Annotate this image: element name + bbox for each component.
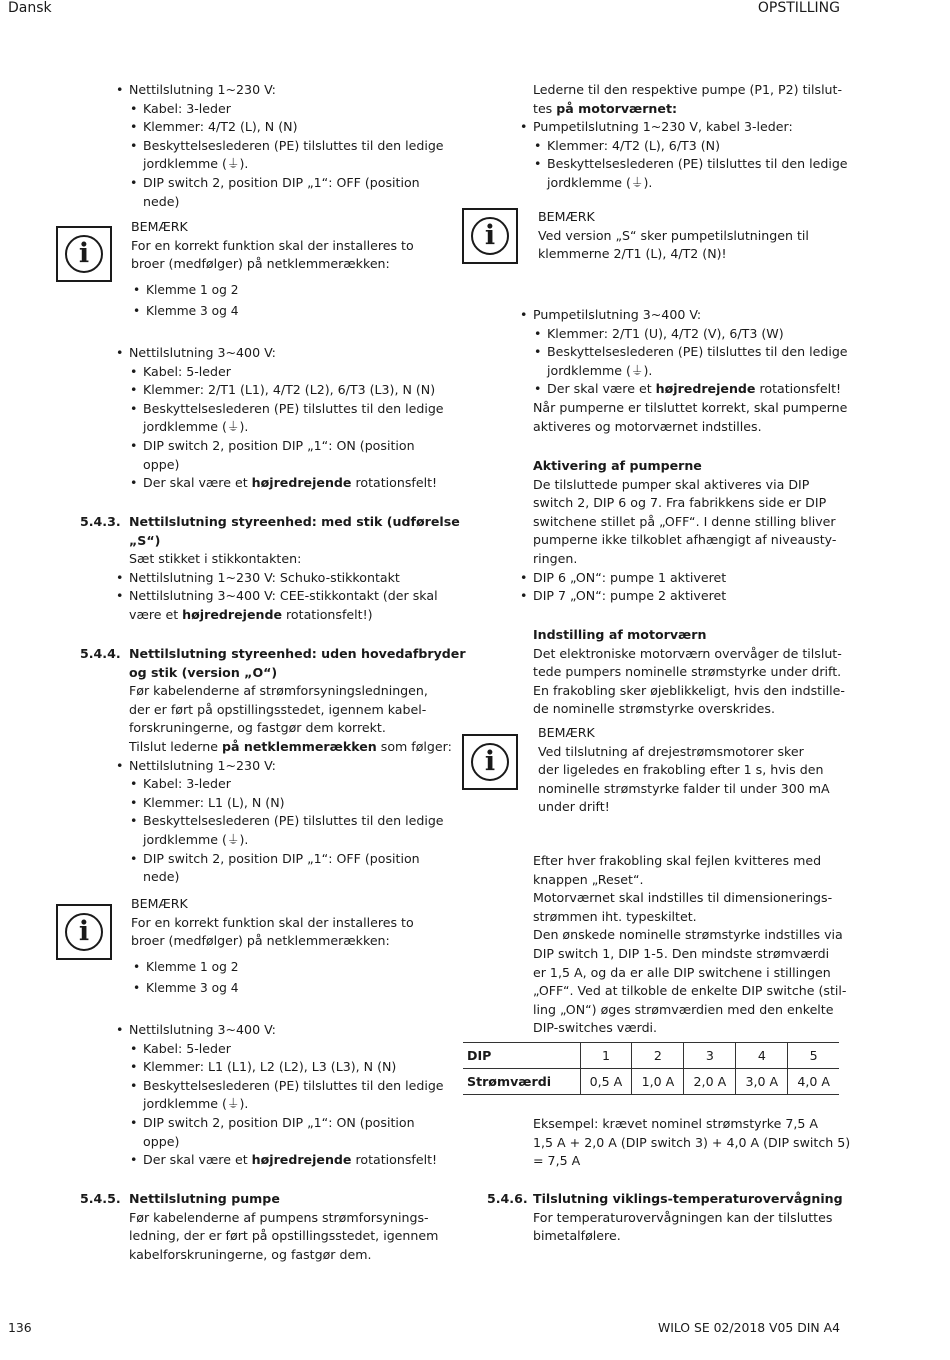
paragraph: DIP switch 1, DIP 1-5. Den mindste strømværdi (533, 945, 830, 961)
list-item: • Kabel: 5-leder (116, 1040, 446, 1059)
section-number: 5.4.3. (80, 514, 121, 529)
list-item: • Beskyttelseslederen (PE) tilsluttes til den ledige (116, 1077, 446, 1096)
table-cell: 4,0 A (788, 1069, 839, 1095)
table-cell: 5 (788, 1043, 839, 1069)
list-item: • Kabel: 3-leder (116, 100, 446, 119)
list-item-cont: være et højredrejende rotationsfelt!) (129, 606, 373, 622)
note-title: BEMÆRK (538, 209, 595, 224)
list-item: • Kabel: 3-leder (116, 775, 446, 794)
section-title: „S“) (129, 532, 161, 548)
list-item: • Kabel: 5-leder (116, 363, 446, 382)
list-item-cont: jordklemme (⏚). (143, 831, 249, 847)
info-icon: i (462, 208, 518, 264)
paragraph: der er ført på opstillingsstedet, igennem kabel- (129, 701, 427, 717)
list-item: • Nettilslutning 1~230 V: Schuko-stikkontakt (116, 569, 446, 588)
paragraph: En frakobling sker øjeblikkeligt, hvis den indstille- (533, 682, 845, 698)
table-cell: 2,0 A (684, 1069, 736, 1095)
note-2-list (113, 957, 443, 999)
page-number: 136 (8, 1320, 32, 1335)
paragraph: ling „ON“) øges strømværdien med den enkelte (533, 1001, 834, 1017)
list-item-cont: oppe) (143, 456, 180, 472)
paragraph: tes på motorværnet: (533, 100, 678, 116)
paragraph: DIP-switches værdi. (533, 1020, 658, 1036)
section-number: 5.4.6. (487, 1191, 528, 1206)
paragraph: pumperne ikke tilkoblet afhængigt af niveausty- (533, 532, 837, 548)
list-item: • Nettilslutning 3~400 V: CEE-stikkontakt (der skal (116, 587, 446, 606)
note-text: Ved tilslutning af drejestrømsmotorer sker (538, 743, 804, 759)
section-title: Nettilslutning styreenhed: uden hovedafbryder (129, 646, 466, 661)
info-icon: i (462, 734, 518, 790)
table-cell: 2 (632, 1043, 684, 1069)
list-item: • Nettilslutning 1~230 V: (116, 81, 446, 100)
list-item-cont: nede) (143, 869, 180, 885)
note-title: BEMÆRK (131, 219, 188, 234)
list-item: • DIP switch 2, position DIP „1“: ON (position (116, 437, 446, 456)
list-item: • DIP 7 „ON“: pumpe 2 aktiveret (520, 587, 850, 606)
left-block-1 (116, 81, 446, 211)
table-row (463, 1043, 839, 1069)
paragraph: kabelforskruningerne, og fastgør dem. (129, 1246, 372, 1262)
paragraph: de nominelle strømstyrke overskrides. (533, 701, 775, 717)
table-cell: 3 (684, 1043, 736, 1069)
list-item: • Klemmer: 4/T2 (L), 6/T3 (N) (520, 137, 850, 156)
note-text: Ved version „S“ sker pumpetilslutningen til (538, 227, 809, 243)
table-cell: 0,5 A (580, 1069, 632, 1095)
note-1 (113, 218, 443, 274)
list-item: • DIP switch 2, position DIP „1“: ON (position (116, 1114, 446, 1133)
list-item: • Nettilslutning 3~400 V: (116, 1021, 446, 1040)
table-header-cell: DIP (463, 1043, 580, 1069)
paragraph: For temperaturovervågningen kan der tilsluttes (533, 1209, 833, 1225)
section-number: 5.4.5. (80, 1191, 121, 1206)
list-item: • Klemme 3 og 4 (113, 978, 443, 999)
list-item: • Klemmer: L1 (L1), L2 (L2), L3 (L3), N (N) (116, 1058, 446, 1077)
left-block-3 (116, 1021, 446, 1170)
list-item: • Klemme 1 og 2 (113, 957, 443, 978)
paragraph: Lederne til den respektive pumpe (P1, P2) tilslut- (533, 82, 843, 97)
paragraph: Efter hver frakobling skal fejlen kvitteres med (533, 853, 822, 868)
list-item-cont: jordklemme (⏚). (143, 156, 249, 172)
list-item: • DIP switch 2, position DIP „1“: OFF (position (116, 174, 446, 193)
list-item: • Klemme 3 og 4 (113, 301, 443, 322)
note-text: klemmerne 2/T1 (L), 4/T2 (N)! (538, 246, 727, 262)
paragraph: Motorværnet skal indstilles til dimensionerings- (533, 890, 833, 906)
section-title: Tilslutning viklings-temperaturovervågning (533, 1191, 843, 1206)
header-language: Dansk (8, 0, 52, 16)
paragraph: = 7,5 A (533, 1153, 581, 1169)
note-text: For en korrekt funktion skal der installeres to (131, 237, 414, 253)
table-row (463, 1069, 839, 1095)
dip-table (463, 1042, 839, 1095)
reset-section (520, 852, 850, 1038)
paragraph: Sæt stikket i stikkontakten: (129, 551, 302, 567)
note-text: For en korrekt funktion skal der installeres to (131, 914, 414, 930)
paragraph: Før kabelenderne af strømforsyningsledningen, (129, 683, 428, 699)
section-5-4-3 (116, 513, 460, 625)
right-block-1 (520, 81, 850, 193)
paragraph: Det elektroniske motorværn overvåger de tilslut- (533, 645, 842, 661)
activation-section (520, 457, 850, 606)
example-block (520, 1115, 850, 1171)
paragraph: switch 2, DIP 6 og 7. Fra fabrikkens side er DIP (533, 495, 827, 511)
paragraph: Før kabelenderne af pumpens strømforsynings- (129, 1209, 429, 1225)
paragraph: bimetalfølere. (533, 1228, 621, 1244)
list-item: • Klemmer: L1 (L), N (N) (116, 794, 446, 813)
paragraph: Den ønskede nominelle strømstyrke indstilles via (533, 927, 843, 943)
header-section: OPSTILLING (757, 0, 840, 16)
list-item: • Nettilslutning 1~230 V: (116, 757, 446, 776)
list-item: • Klemmer: 2/T1 (U), 4/T2 (V), 6/T3 (W) (520, 325, 850, 344)
section-5-4-5 (116, 1190, 446, 1264)
list-item: • Pumpetilslutning 1~230 V, kabel 3-leder: (520, 118, 850, 137)
paragraph: ringen. (533, 550, 578, 566)
list-item-cont: jordklemme (⏚). (143, 1096, 249, 1112)
list-item-cont: jordklemme (⏚). (547, 174, 653, 190)
info-icon: i (56, 226, 112, 282)
table-cell: 3,0 A (736, 1069, 788, 1095)
motor-protection-section (520, 626, 850, 719)
table-cell: 4 (736, 1043, 788, 1069)
paragraph: tede pumpers nominelle strømstyrke under drift. (533, 664, 842, 680)
section-title: Nettilslutning pumpe (129, 1191, 280, 1206)
list-item: • Klemme 1 og 2 (113, 280, 443, 301)
table-cell: 1,0 A (632, 1069, 684, 1095)
table-cell: 1 (580, 1043, 632, 1069)
list-item: • Der skal være et højredrejende rotationsfelt! (116, 474, 446, 493)
note-1-list (113, 280, 443, 322)
note-title: BEMÆRK (131, 896, 188, 911)
note-4 (520, 724, 850, 817)
section-title: og stik (version „O“) (129, 664, 278, 680)
paragraph: ledning, der er ført på opstillingsstedet, igennem (129, 1228, 439, 1244)
paragraph: 1,5 A + 2,0 A (DIP switch 3) + 4,0 A (DIP switch 5) (533, 1134, 851, 1150)
list-item: • Nettilslutning 3~400 V: (116, 344, 446, 363)
subsection-title: Indstilling af motorværn (533, 627, 707, 642)
list-item: • Beskyttelseslederen (PE) tilsluttes til den ledige (116, 400, 446, 419)
list-item-cont: nede) (143, 193, 180, 209)
list-item: • Beskyttelseslederen (PE) tilsluttes til den ledige (116, 812, 446, 831)
note-title: BEMÆRK (538, 725, 595, 740)
note-3 (520, 208, 850, 264)
paragraph: switchene stillet på „OFF“. I denne stilling bliver (533, 513, 836, 529)
subsection-title: Aktivering af pumperne (533, 458, 702, 473)
list-item: • Der skal være et højredrejende rotationsfelt! (520, 380, 850, 399)
section-number: 5.4.4. (80, 646, 121, 661)
list-item: • DIP switch 2, position DIP „1“: OFF (position (116, 850, 446, 869)
list-item: • Klemmer: 2/T1 (L1), 4/T2 (L2), 6/T3 (L3), N (N) (116, 381, 446, 400)
info-icon: i (56, 904, 112, 960)
list-item: • DIP 6 „ON“: pumpe 1 aktiveret (520, 569, 850, 588)
paragraph: Når pumperne er tilsluttet korrekt, skal pumperne (533, 399, 848, 415)
list-item-cont: jordklemme (⏚). (547, 362, 653, 378)
note-text: under drift! (538, 799, 610, 815)
list-item: • Klemmer: 4/T2 (L), N (N) (116, 118, 446, 137)
section-title: Nettilslutning styreenhed: med stik (udførelse (129, 514, 460, 529)
note-text: broer (medfølger) på netklemmerækken: (131, 256, 390, 272)
list-item-cont: jordklemme (⏚). (143, 419, 249, 435)
table-header-cell: Strømværdi (463, 1069, 580, 1095)
paragraph: De tilsluttede pumper skal aktiveres via DIP (533, 476, 810, 492)
paragraph: Tilslut lederne på netklemmerækken som følger: (129, 738, 452, 754)
paragraph: knappen „Reset“. (533, 871, 644, 887)
right-block-2 (520, 306, 850, 436)
paragraph: Eksempel: krævet nominel strømstyrke 7,5 A (533, 1116, 819, 1131)
note-text: broer (medfølger) på netklemmerækken: (131, 933, 390, 949)
note-text: nominelle strømstyrke falder til under 300 mA (538, 780, 830, 796)
section-5-4-4 (116, 645, 466, 887)
paragraph: strømmen iht. typeskiltet. (533, 908, 697, 924)
list-item: • Beskyttelseslederen (PE) tilsluttes til den ledige (116, 137, 446, 156)
paragraph: er 1,5 A, og da er alle DIP switchene i stillingen (533, 964, 831, 980)
note-2 (113, 895, 443, 951)
left-block-2 (116, 344, 446, 493)
paragraph: „OFF“. Ved at tilkoble de enkelte DIP switche (stil- (533, 983, 847, 999)
note-text: der ligeledes en frakobling efter 1 s, hvis den (538, 762, 824, 778)
document-id: WILO SE 02/2018 V05 DIN A4 (657, 1320, 840, 1335)
list-item-cont: oppe) (143, 1133, 180, 1149)
section-5-4-6 (520, 1190, 850, 1246)
list-item: • Pumpetilslutning 3~400 V: (520, 306, 850, 325)
list-item: • Beskyttelseslederen (PE) tilsluttes til den ledige (520, 155, 850, 174)
paragraph: aktiveres og motorværnet indstilles. (533, 418, 762, 434)
list-item: • Beskyttelseslederen (PE) tilsluttes til den ledige (520, 343, 850, 362)
paragraph: forskruningerne, og fastgør dem korrekt. (129, 720, 386, 736)
list-item: • Der skal være et højredrejende rotationsfelt! (116, 1151, 446, 1170)
